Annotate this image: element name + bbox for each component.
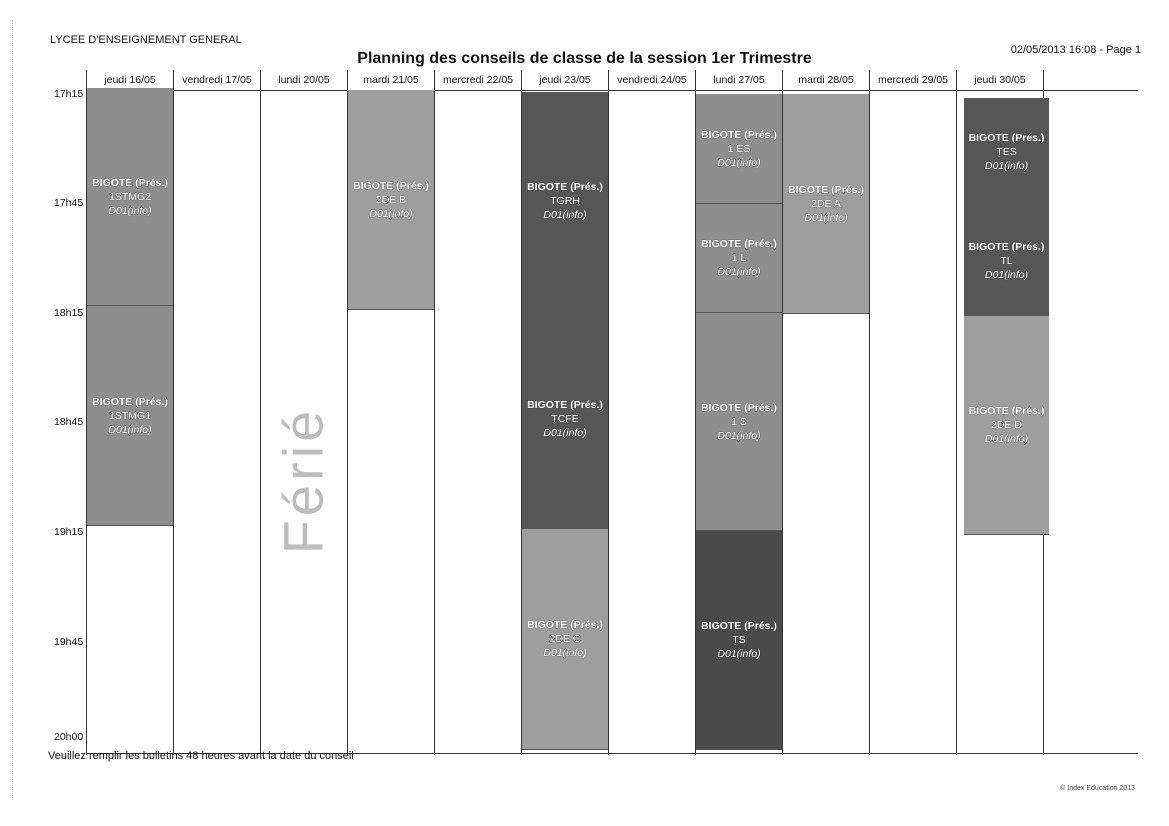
time-label-2000: 20h00 (54, 731, 84, 743)
room-label: D01(info) (543, 427, 587, 439)
president-label: BIGOTE (Prés.) (701, 401, 777, 414)
room-label: D01(info) (717, 156, 761, 169)
room-label: D01(info) (108, 423, 152, 436)
footer-note: Veuillez remplir les bulletins 48 heures avant la date du conseil (48, 750, 354, 762)
day-header: jeudi 16/05 (104, 74, 156, 86)
class-label: 1STMG1 (108, 409, 151, 422)
class-label: TES (996, 146, 1017, 158)
president-label: BIGOTE (Prés.) (788, 183, 864, 196)
president-label: BIGOTE (Prés.) (92, 176, 168, 189)
room-label: D01(info) (804, 211, 848, 224)
president-label: BIGOTE (Prés.) (701, 620, 777, 632)
page-title: Planning des conseils de classe de la session 1er Trimestre (357, 50, 812, 67)
council-block-1stmg2 (87, 88, 173, 306)
class-label: TGRH (550, 194, 580, 207)
council-block-tcfe (522, 310, 608, 529)
room-label: D01(info) (984, 433, 1029, 445)
day-header: jeudi 30/05 (974, 74, 1026, 86)
class-label: 1 ES (727, 142, 751, 155)
council-block-tes (964, 98, 1049, 207)
room-label: D01(info) (543, 647, 587, 659)
day-column-mercredi-29 (869, 70, 956, 755)
day-header: jeudi 23/05 (539, 74, 591, 86)
time-label-1915: 19h15 (54, 526, 84, 538)
page-margin-line (12, 20, 13, 800)
holiday-label: Férié (271, 406, 335, 554)
class-label: 1STMG2 (108, 190, 151, 203)
class-label: TL (1000, 255, 1013, 267)
council-block-1stmg1 (87, 306, 173, 526)
room-label: D01(info) (717, 648, 761, 660)
day-header: mercredi 22/05 (442, 74, 514, 86)
president-label: BIGOTE (Prés.) (92, 395, 168, 408)
time-label-1815: 18h15 (54, 307, 84, 319)
day-header: lundi 27/05 (713, 74, 765, 86)
council-block-1-s (696, 313, 782, 531)
council-block-2de-b (348, 90, 434, 310)
room-label: D01(info) (717, 266, 761, 278)
president-label: BIGOTE (Prés.) (701, 128, 777, 141)
day-header: vendredi 24/05 (617, 74, 687, 86)
time-label-1745: 17h45 (54, 197, 84, 209)
day-column-vendredi-24 (608, 70, 695, 755)
class-label: 2DE D (991, 419, 1022, 431)
council-block-1-l (696, 204, 782, 313)
council-block-2de-d (964, 316, 1049, 535)
president-label: BIGOTE (Prés.) (527, 180, 603, 193)
day-header: vendredi 17/05 (182, 74, 252, 86)
president-label: BIGOTE (Prés.) (527, 619, 603, 631)
council-block-ts (696, 531, 782, 750)
room-label: D01(info) (984, 269, 1029, 281)
president-label: BIGOTE (Prés.) (701, 238, 777, 250)
room-label: D01(info) (369, 207, 413, 220)
president-label: BIGOTE (Prés.) (527, 399, 603, 411)
president-label: BIGOTE (Prés.) (353, 179, 429, 192)
council-block-1-es (696, 94, 782, 204)
time-label-1715: 17h15 (54, 88, 84, 100)
class-label: TCFE (551, 413, 579, 425)
council-block-tgrh (522, 92, 608, 310)
day-header: mardi 28/05 (798, 74, 854, 86)
day-column-vendredi-17 (173, 70, 260, 755)
class-label: 2DE A (811, 197, 841, 210)
council-block-2de-a (783, 94, 869, 314)
class-label: 1 L (731, 252, 747, 264)
school-name: LYCEE D'ENSEIGNEMENT GENERAL (50, 34, 242, 46)
president-label: BIGOTE (Prés.) (968, 132, 1045, 144)
class-label: 1 S (731, 415, 747, 428)
print-date-page: 02/05/2013 16:08 - Page 1 (1010, 44, 1141, 56)
council-block-2de-c (522, 529, 608, 750)
room-label: D01(info) (984, 160, 1029, 172)
schedule-grid (86, 70, 1138, 755)
day-header: mardi 21/05 (363, 74, 419, 86)
header-rule (86, 90, 1138, 91)
room-label: D01(info) (108, 204, 152, 217)
time-label-1945: 19h45 (54, 636, 84, 648)
copyright-notice: © Index Education 2013 (1060, 785, 1135, 792)
president-label: BIGOTE (Prés.) (968, 405, 1045, 417)
president-label: BIGOTE (Prés.) (968, 241, 1045, 253)
day-header: lundi 20/05 (278, 74, 330, 86)
day-column-mercredi-22 (434, 70, 521, 755)
class-label: 2DE C (549, 633, 581, 645)
room-label: D01(info) (543, 208, 587, 221)
holiday-watermark (258, 385, 348, 575)
time-label-1845: 18h45 (54, 416, 84, 428)
class-label: 2DE B (375, 193, 407, 206)
council-block-tl (964, 207, 1049, 316)
day-header: mercredi 29/05 (877, 74, 949, 86)
class-label: TS (732, 634, 746, 646)
room-label: D01(info) (717, 429, 761, 442)
